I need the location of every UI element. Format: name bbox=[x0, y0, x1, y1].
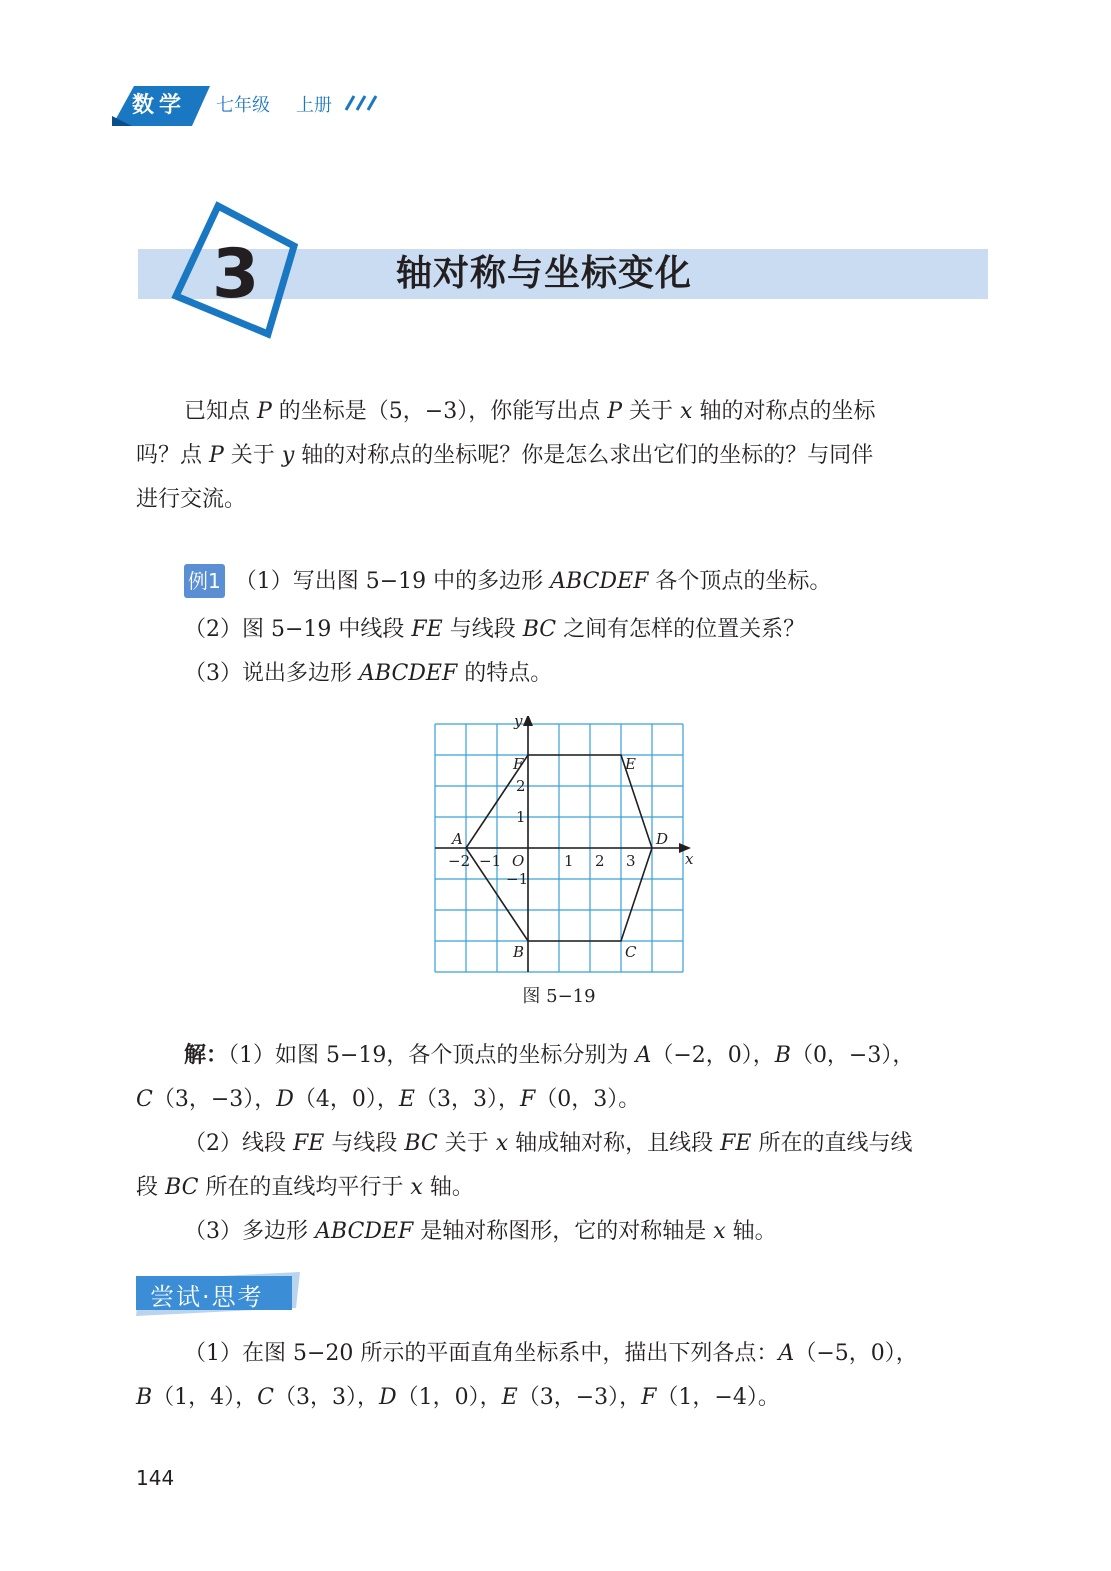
x-axis-label: x bbox=[685, 850, 694, 868]
intro-line-1: 已知点 P 的坐标是（5，−3），你能写出点 P 关于 x 轴的对称点的坐标 bbox=[184, 399, 876, 424]
vertex-label-A: A bbox=[452, 830, 463, 848]
intro-line-3: 进行交流。 bbox=[136, 487, 247, 512]
try-think-tag: 尝试·思考 bbox=[150, 1283, 264, 1311]
solution-line-4: 段 BC 所在的直线均平行于 x 轴。 bbox=[136, 1175, 474, 1200]
x-tick-label: 3 bbox=[626, 852, 636, 870]
solution-line-3: （2）线段 FE 与线段 BC 关于 x 轴成轴对称，且线段 FE 所在的直线与线 bbox=[184, 1131, 913, 1156]
vertex-label-D: D bbox=[656, 830, 669, 848]
example-question-2: （2）图 5−19 中线段 FE 与线段 BC 之间有怎样的位置关系？ bbox=[184, 617, 806, 642]
section-number: 3 bbox=[212, 235, 260, 314]
try-line-2: B（1，4），C（3，3），D（1，0），E（3，−3），F（1，−4）。 bbox=[136, 1385, 780, 1410]
figure-5-19 bbox=[420, 716, 700, 982]
solution-lead: 解： bbox=[184, 1043, 229, 1068]
x-tick-label: 2 bbox=[595, 852, 605, 870]
y-tick-label: 2 bbox=[516, 777, 526, 795]
y-axis-label: y bbox=[514, 716, 523, 730]
y-tick-label: 1 bbox=[516, 808, 526, 826]
example-question-3: （3）说出多边形 ABCDEF 的特点。 bbox=[184, 661, 553, 686]
vertex-label-B: B bbox=[513, 943, 525, 961]
section-title: 轴对称与坐标变化 bbox=[396, 253, 693, 294]
example-tag: 例1 bbox=[184, 564, 225, 598]
solution-line-5: （3）多边形 ABCDEF 是轴对称图形，它的对称轴是 x 轴。 bbox=[184, 1219, 777, 1244]
volume-label: 上册 bbox=[296, 95, 332, 116]
y-axis-arrow-icon bbox=[523, 716, 533, 726]
grade-label: 七年级 bbox=[216, 95, 270, 116]
vertex-label-E: E bbox=[625, 755, 636, 773]
origin-label: O bbox=[512, 852, 525, 870]
intro-line-2: 吗？点 P 关于 y 轴的对称点的坐标呢？你是怎么求出它们的坐标的？与同伴 bbox=[136, 443, 874, 468]
try-line-1: （1）在图 5−20 所示的平面直角坐标系中，描出下列各点：A（−5，0）， bbox=[184, 1341, 918, 1366]
x-tick-label: 1 bbox=[564, 852, 574, 870]
vertex-label-F: F bbox=[513, 755, 524, 773]
figure-caption: 图 5−19 bbox=[522, 986, 596, 1007]
slashes-decoration-icon bbox=[344, 94, 380, 112]
solution-line-2: C（3，−3），D（4，0），E（3，3），F（0，3）。 bbox=[136, 1087, 641, 1112]
x-tick-label: −2 bbox=[448, 852, 471, 870]
solution-line-1: 解：（1）如图 5−19，各个顶点的坐标分别为 A（−2，0），B（0，−3）， bbox=[184, 1043, 915, 1068]
example-question-1: 例1 （1）写出图 5−19 中的多边形 ABCDEF 各个顶点的坐标。 bbox=[184, 560, 1034, 604]
x-tick-label: −1 bbox=[479, 852, 502, 870]
subject-label: 数学 bbox=[132, 93, 187, 118]
y-tick-label: −1 bbox=[506, 870, 529, 888]
page-number: 144 bbox=[136, 1466, 175, 1490]
vertex-label-C: C bbox=[625, 943, 637, 961]
